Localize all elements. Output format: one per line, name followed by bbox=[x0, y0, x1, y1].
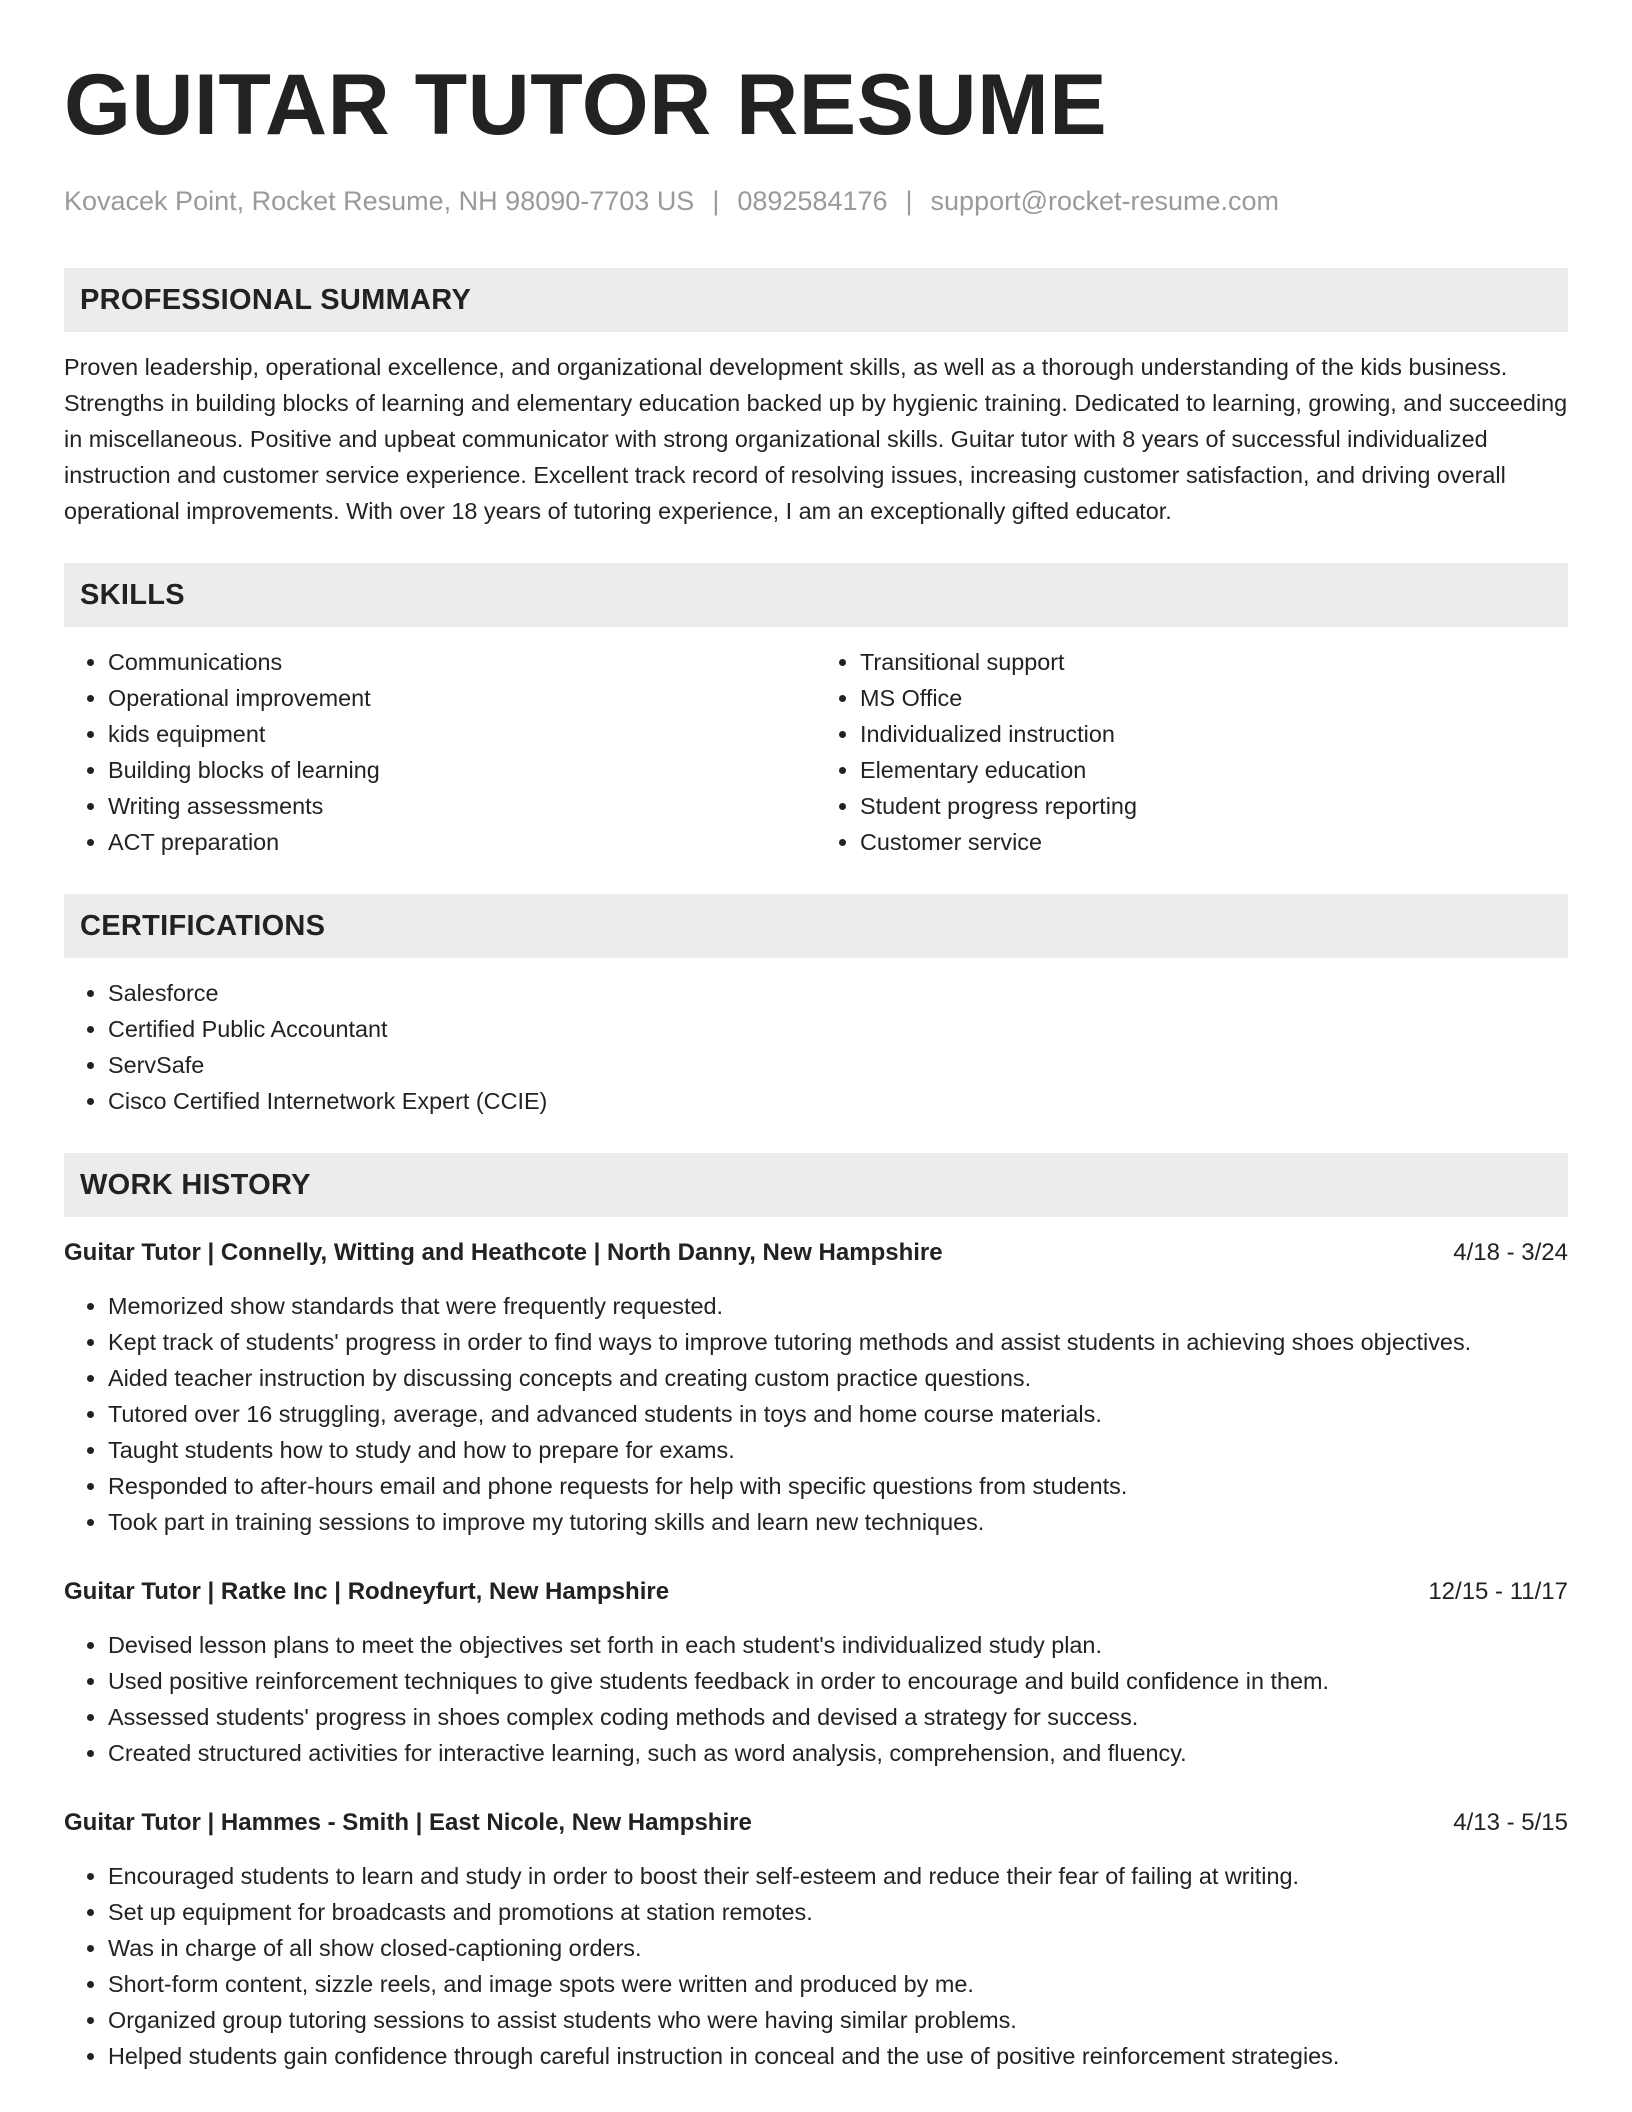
job-bullet-list bbox=[64, 1858, 1568, 2074]
list-item: • Memorized show standards that were frequently requested. bbox=[108, 1288, 1568, 1324]
list-item: • Customer service bbox=[860, 824, 1568, 860]
job-title: Guitar Tutor | Hammes - Smith | East Nicole, New Hampshire bbox=[64, 1809, 752, 1836]
list-item: • Took part in training sessions to improve my tutoring skills and learn new techniques. bbox=[108, 1504, 1568, 1540]
list-item: • Kept track of students' progress in order to find ways to improve tutoring methods and assist students in achieving shoes objectives. bbox=[108, 1324, 1568, 1360]
job-entry bbox=[64, 1235, 1568, 1540]
job-bullet-list bbox=[64, 1627, 1568, 1771]
list-item: • Operational improvement bbox=[108, 680, 816, 716]
list-item: • Tutored over 16 struggling, average, and advanced students in toys and home course materials. bbox=[108, 1396, 1568, 1432]
list-item: • Encouraged students to learn and study in order to boost their self-esteem and reduce their fear of failing at writing. bbox=[108, 1858, 1568, 1894]
list-item: • Created structured activities for interactive learning, such as word analysis, comprehension, and fluency. bbox=[108, 1735, 1568, 1771]
list-item: • Writing assessments bbox=[108, 788, 816, 824]
job-title: Guitar Tutor | Ratke Inc | Rodneyfurt, New Hampshire bbox=[64, 1578, 670, 1605]
list-item: • Student progress reporting bbox=[860, 788, 1568, 824]
list-item: • Used positive reinforcement techniques to give students feedback in order to encourage and build confidence in them. bbox=[108, 1663, 1568, 1699]
job-entry bbox=[64, 1574, 1568, 1771]
list-item: • kids equipment bbox=[108, 716, 816, 752]
list-item: • Assessed students' progress in shoes complex coding methods and devised a strategy for success. bbox=[108, 1699, 1568, 1735]
skills-list-left bbox=[64, 644, 816, 860]
certifications-heading: CERTIFICATIONS bbox=[64, 894, 1568, 958]
list-item: • Taught students how to study and how to prepare for exams. bbox=[108, 1432, 1568, 1468]
work-history-heading: WORK HISTORY bbox=[64, 1153, 1568, 1217]
contact-line bbox=[64, 184, 1568, 218]
job-dates: 4/18 - 3/24 bbox=[1453, 1239, 1568, 1266]
job-dates: 12/15 - 11/17 bbox=[1428, 1578, 1568, 1605]
contact-separator: | bbox=[905, 186, 913, 216]
job-header bbox=[64, 1805, 1568, 1841]
list-item: • Was in charge of all show closed-captioning orders. bbox=[108, 1930, 1568, 1966]
list-item: • ACT preparation bbox=[108, 824, 816, 860]
certifications-list bbox=[64, 975, 1568, 1119]
list-item: • Cisco Certified Internetwork Expert (CCIE) bbox=[108, 1083, 1568, 1119]
resume-title: GUITAR TUTOR RESUME bbox=[64, 57, 1108, 153]
job-header bbox=[64, 1574, 1568, 1610]
list-item: • Devised lesson plans to meet the objectives set forth in each student's individualized study plan. bbox=[108, 1627, 1568, 1663]
list-item: • Short-form content, sizzle reels, and image spots were written and produced by me. bbox=[108, 1966, 1568, 2002]
contact-phone: 0892584176 bbox=[737, 186, 888, 216]
list-item: • Set up equipment for broadcasts and promotions at station remotes. bbox=[108, 1894, 1568, 1930]
job-dates: 4/13 - 5/15 bbox=[1453, 1809, 1568, 1836]
list-item: • Communications bbox=[108, 644, 816, 680]
job-header bbox=[64, 1235, 1568, 1271]
summary-text: Proven leadership, operational excellence, and organizational development skills, as well as a thorough understanding of the kids business. Strengths in building blocks of learning and elementary education backed up by hygienic training. Dedicated to learning, growing, and succeeding in miscellaneous. Positive and upbeat communicator with strong organizational skills. Guitar tutor with 8 years of successful individualized instruction and customer service experience. Excellent track record of resolving issues, increasing customer satisfaction, and driving overall operational improvements. With over 18 years of tutoring experience, I am an exceptionally gifted educator. bbox=[64, 354, 1568, 524]
list-item: • Building blocks of learning bbox=[108, 752, 816, 788]
list-item: • Responded to after-hours email and phone requests for help with specific questions from students. bbox=[108, 1468, 1568, 1504]
job-bullet-list bbox=[64, 1288, 1568, 1540]
list-item: • Aided teacher instruction by discussing concepts and creating custom practice questions. bbox=[108, 1360, 1568, 1396]
list-item: • MS Office bbox=[860, 680, 1568, 716]
list-item: • Organized group tutoring sessions to assist students who were having similar problems. bbox=[108, 2002, 1568, 2038]
contact-email: support@rocket-resume.com bbox=[930, 186, 1280, 216]
list-item: • Certified Public Accountant bbox=[108, 1011, 1568, 1047]
list-item: • Individualized instruction bbox=[860, 716, 1568, 752]
work-history-list bbox=[64, 1235, 1568, 2074]
skills-grid bbox=[64, 644, 1568, 860]
list-item: • Transitional support bbox=[860, 644, 1568, 680]
summary-heading: PROFESSIONAL SUMMARY bbox=[64, 268, 1568, 332]
list-item: • Salesforce bbox=[108, 975, 1568, 1011]
contact-separator: | bbox=[712, 186, 720, 216]
contact-address: Kovacek Point, Rocket Resume, NH 98090-7703 US bbox=[64, 186, 695, 216]
list-item: • ServSafe bbox=[108, 1047, 1568, 1083]
job-entry bbox=[64, 1805, 1568, 2074]
job-title: Guitar Tutor | Connelly, Witting and Heathcote | North Danny, New Hampshire bbox=[64, 1239, 943, 1266]
list-item: • Helped students gain confidence through careful instruction in conceal and the use of positive reinforcement strategies. bbox=[108, 2038, 1568, 2074]
skills-list-right bbox=[816, 644, 1568, 860]
skills-heading: SKILLS bbox=[64, 563, 1568, 627]
list-item: • Elementary education bbox=[860, 752, 1568, 788]
